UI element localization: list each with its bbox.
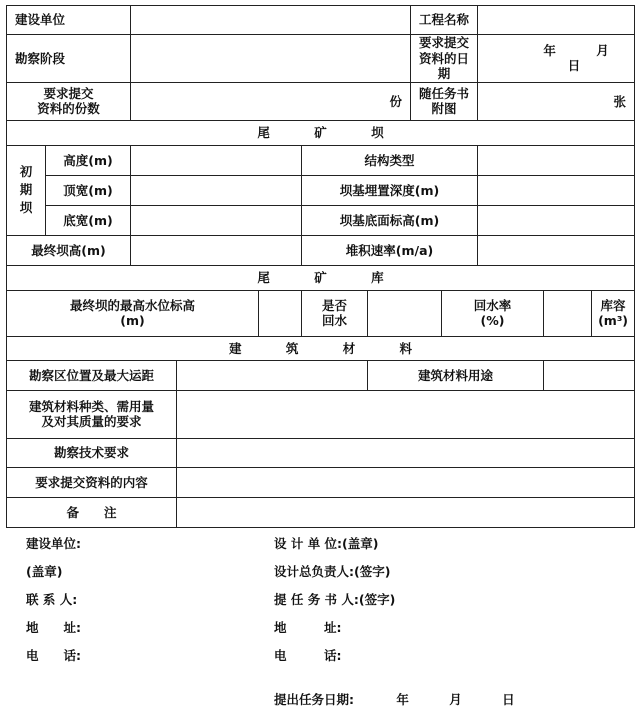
footer-row-5 <box>12 646 592 664</box>
final-dam-height-label: 最终坝高(m) <box>7 235 131 265</box>
technical-requirements-field[interactable] <box>177 438 635 467</box>
capacity-label <box>592 290 635 336</box>
task-date-label: 提出任务日期: <box>274 692 354 707</box>
return-water-field[interactable] <box>368 290 442 336</box>
contact-person: 联 系 人: <box>26 592 78 607</box>
structure-type-label: 结构类型 <box>302 145 478 175</box>
top-width-field[interactable] <box>131 175 302 205</box>
chief-designer-sign: 设计总负责人:(签字) <box>274 564 391 579</box>
max-water-level-label <box>7 290 259 336</box>
project-name-field[interactable] <box>478 6 635 35</box>
footer-row-4 <box>12 618 592 636</box>
copies-label <box>7 82 131 120</box>
year-unit: 年 <box>543 42 556 58</box>
day-unit: 日 <box>567 58 581 74</box>
footer-row-1 <box>12 534 592 552</box>
task-writer-sign: 提 任 务 书 人:(签字) <box>274 592 396 607</box>
remarks-field[interactable] <box>177 497 635 527</box>
initial-dam-char-2: 期 <box>19 182 33 198</box>
task-date-line <box>274 690 515 708</box>
submission-content-label: 要求提交资料的内容 <box>7 467 177 497</box>
final-dam-height-field[interactable] <box>131 235 302 265</box>
material-requirement-label <box>7 390 177 438</box>
return-water-line1: 是否 <box>322 297 348 313</box>
material-requirement-line1: 建筑材料种类、需用量 <box>29 398 155 414</box>
max-water-level-field[interactable] <box>259 290 302 336</box>
address-left: 地 址: <box>26 620 81 635</box>
stacking-rate-label: 堆积速率(m/a) <box>302 235 478 265</box>
return-rate-line2: (%) <box>480 313 505 329</box>
structure-type-field[interactable] <box>478 145 635 175</box>
bottom-width-label: 底宽(m) <box>46 205 131 235</box>
address-right: 地 址: <box>274 620 342 635</box>
foundation-elevation-label: 坝基底面标高(m) <box>302 205 478 235</box>
survey-location-field[interactable] <box>177 360 368 390</box>
survey-task-form-table <box>6 5 635 528</box>
section-tailings-dam: 尾 矿 坝 <box>7 120 635 145</box>
material-use-field[interactable] <box>544 360 635 390</box>
foundation-elevation-field[interactable] <box>478 205 635 235</box>
footer-row-3 <box>12 590 592 608</box>
construction-unit-sign: 建设单位: <box>26 536 81 551</box>
technical-requirements-label: 勘察技术要求 <box>7 438 177 467</box>
task-date-month: 月 <box>449 692 462 707</box>
survey-stage-field[interactable] <box>131 35 411 83</box>
initial-dam-char-1: 初 <box>19 164 33 180</box>
phone-right: 电 话: <box>274 648 342 663</box>
copies-label-line1: 要求提交 <box>43 85 94 101</box>
foundation-depth-label: 坝基埋置深度(m) <box>302 175 478 205</box>
month-unit: 月 <box>596 42 609 58</box>
attachment-label: 随任务书附图 <box>411 82 478 120</box>
height-field[interactable] <box>131 145 302 175</box>
footer-row-2 <box>12 562 592 580</box>
return-rate-field[interactable] <box>544 290 592 336</box>
copies-unit: 份 <box>389 93 403 109</box>
stacking-rate-field[interactable] <box>478 235 635 265</box>
construction-unit-label: 建设单位 <box>7 6 131 35</box>
design-unit-sign: 设 计 单 位:(盖章) <box>274 536 379 551</box>
return-rate-label <box>442 290 544 336</box>
return-water-label <box>302 290 368 336</box>
section-tailings-pond: 尾 矿 库 <box>7 265 635 290</box>
task-date-year: 年 <box>396 692 409 707</box>
seal-note: (盖章) <box>26 564 63 579</box>
bottom-width-field[interactable] <box>131 205 302 235</box>
capacity-line2: (m³) <box>598 313 629 329</box>
attachment-field[interactable] <box>478 82 635 120</box>
return-rate-line1: 回水率 <box>473 297 512 313</box>
construction-unit-field[interactable] <box>131 6 411 35</box>
submit-date-field[interactable] <box>478 35 635 83</box>
initial-dam-char-3: 坝 <box>19 200 33 216</box>
section-building-materials: 建 筑 材 料 <box>7 336 635 360</box>
survey-stage-label: 勘察阶段 <box>7 35 131 83</box>
copies-label-line2: 资料的份数 <box>37 101 100 117</box>
material-requirement-field[interactable] <box>177 390 635 438</box>
top-width-label: 顶宽(m) <box>46 175 131 205</box>
copies-field[interactable] <box>131 82 411 120</box>
return-water-line2: 回水 <box>322 313 348 329</box>
submit-date-label-line1: 要求提交 <box>419 35 470 50</box>
initial-dam-label <box>7 145 46 235</box>
remarks-label: 备 注 <box>7 497 177 527</box>
submit-date-label <box>411 35 478 83</box>
project-name-label: 工程名称 <box>411 6 478 35</box>
submit-date-label-line2: 资料的日期 <box>419 50 470 82</box>
max-water-level-line1: 最终坝的最高水位标高 <box>70 297 196 313</box>
height-label: 高度(m) <box>46 145 131 175</box>
submission-content-field[interactable] <box>177 467 635 497</box>
max-water-level-line2: (m) <box>120 313 145 329</box>
foundation-depth-field[interactable] <box>478 175 635 205</box>
material-use-label: 建筑材料用途 <box>368 360 544 390</box>
sheets-unit: 张 <box>613 93 627 109</box>
material-requirement-line2: 及对其质量的要求 <box>41 414 142 430</box>
capacity-line1: 库容 <box>600 297 626 313</box>
task-date-day: 日 <box>502 692 515 707</box>
phone-left: 电 话: <box>26 648 81 663</box>
survey-location-label: 勘察区位置及最大运距 <box>7 360 177 390</box>
